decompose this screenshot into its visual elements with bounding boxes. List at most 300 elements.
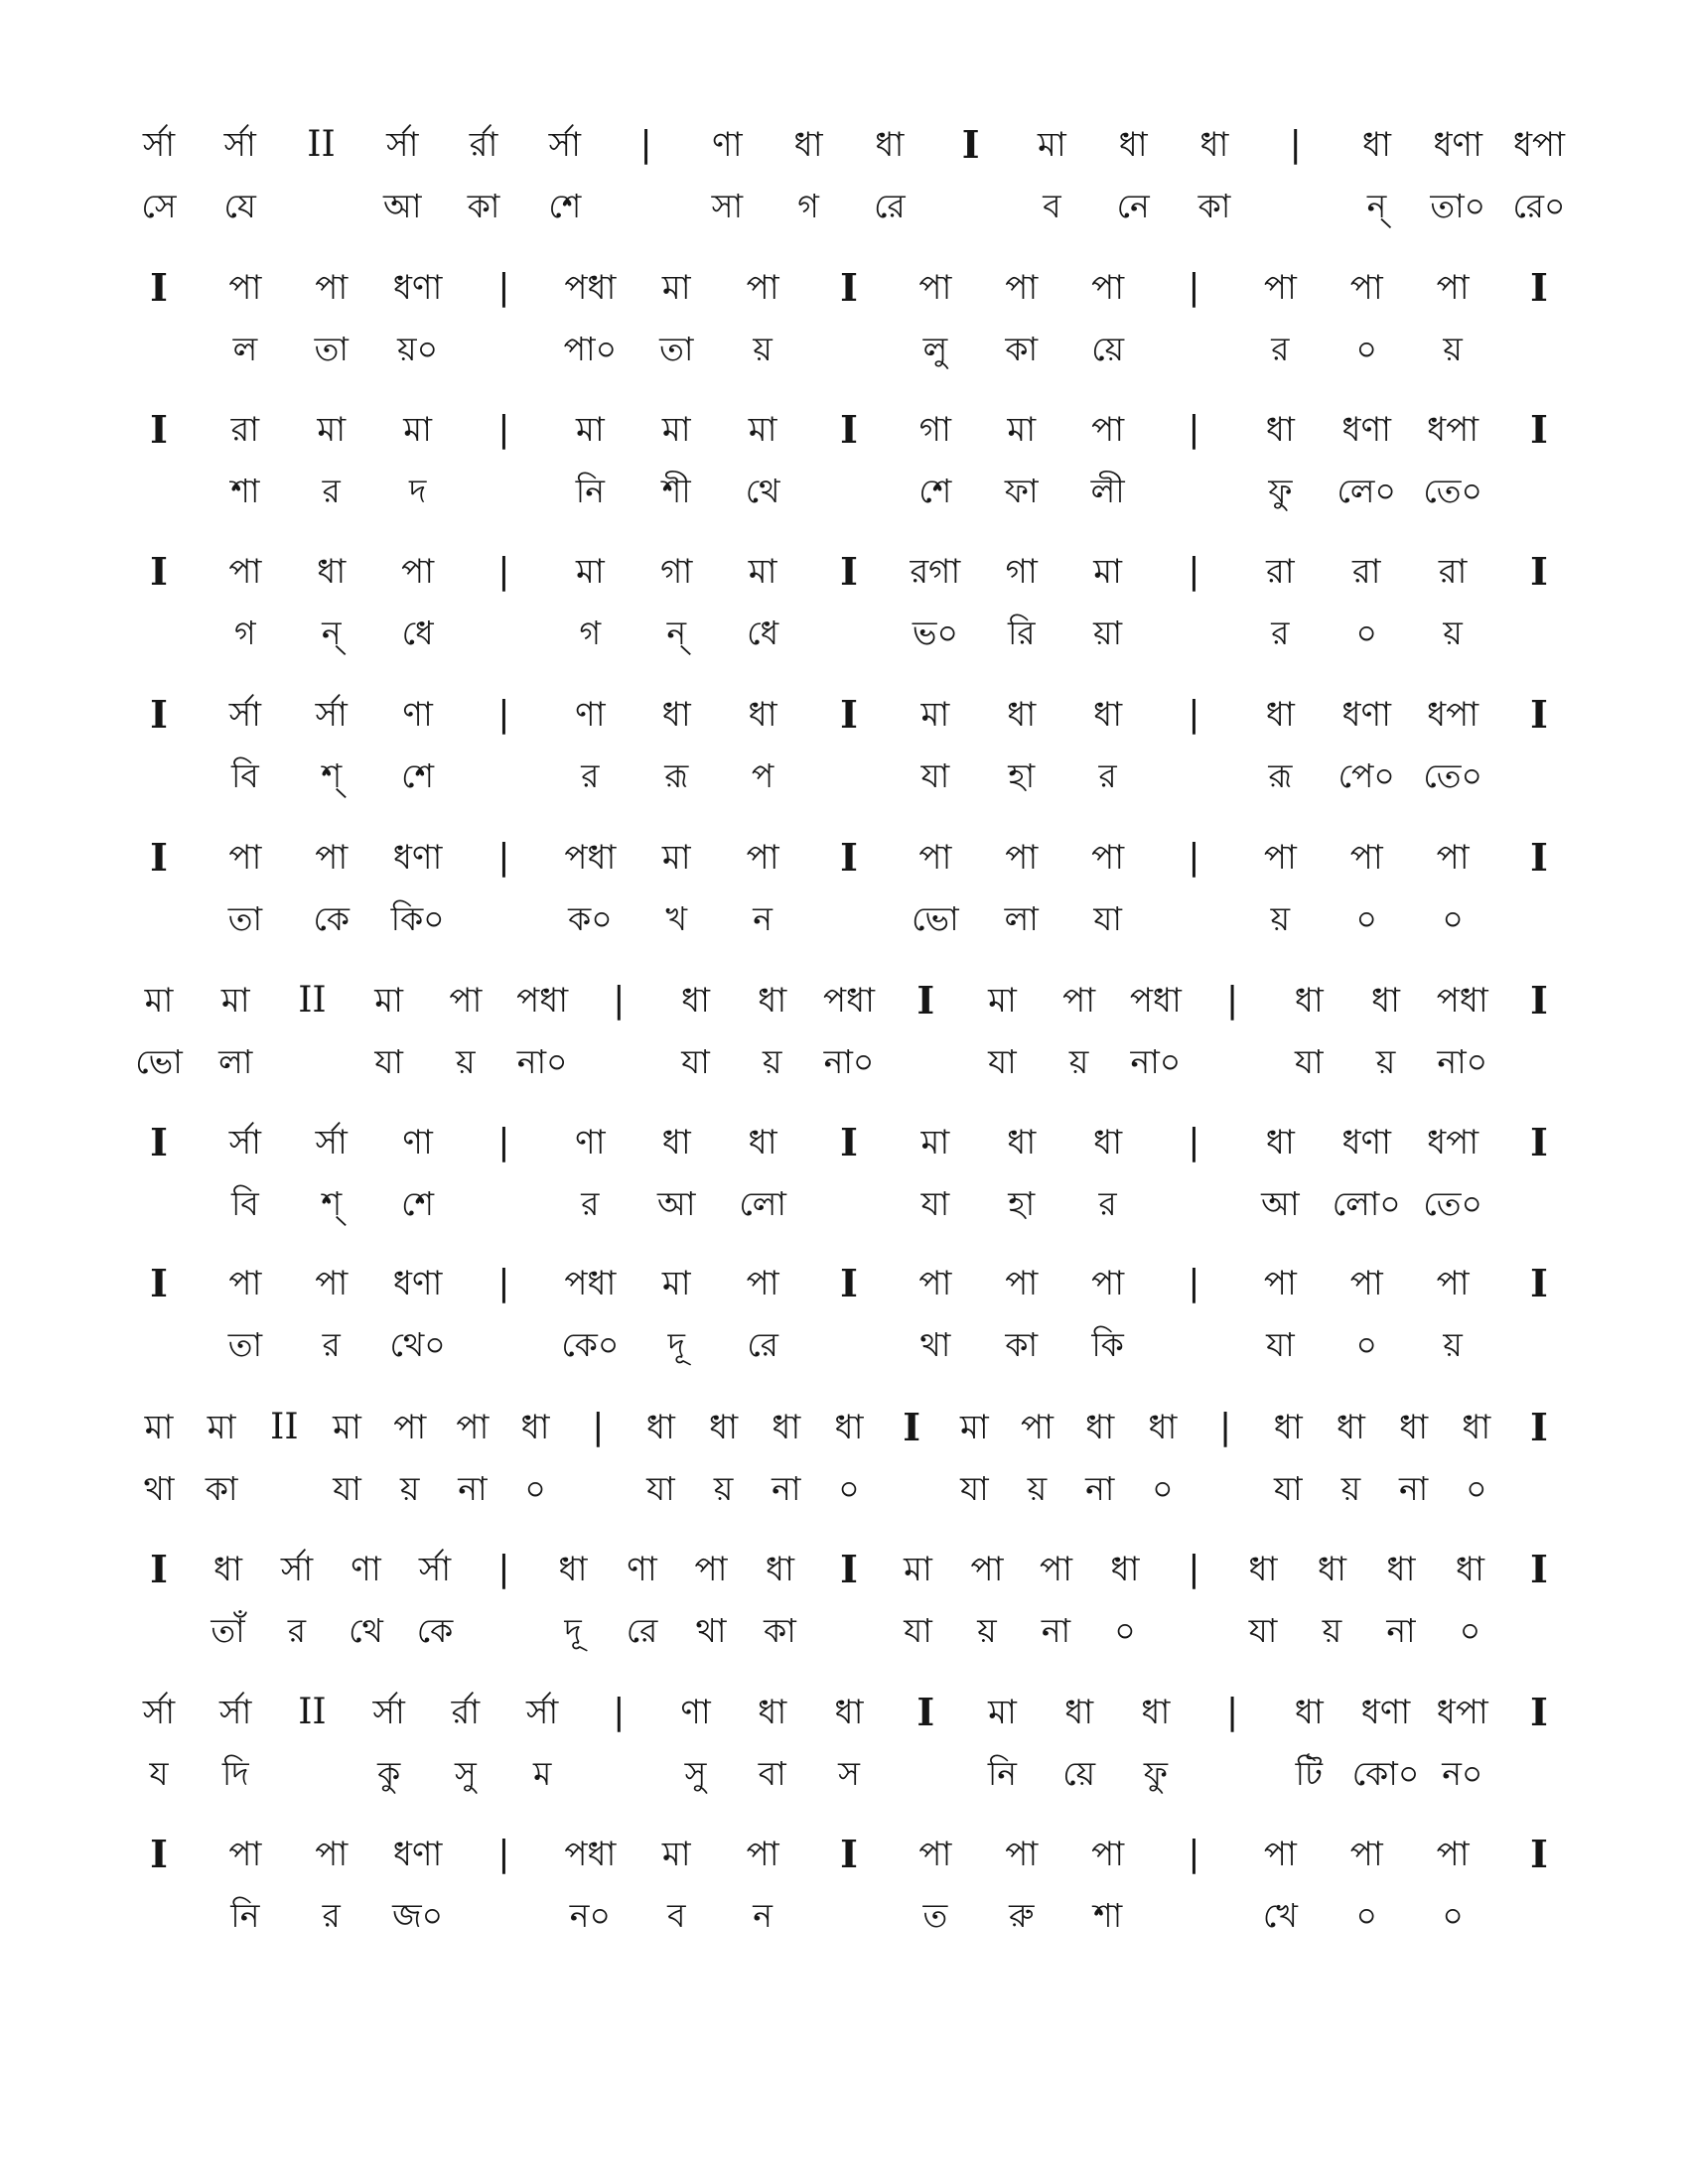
lyric-syllable: লো০ bbox=[1332, 1184, 1401, 1223]
swara-note: পধা bbox=[564, 838, 617, 878]
lyric-syllable: য় bbox=[1443, 1325, 1463, 1364]
swara-note: ধা bbox=[1371, 981, 1401, 1021]
bar-separator: I bbox=[1530, 692, 1548, 737]
bar-separator: I bbox=[150, 549, 168, 594]
lyric-syllable: য়ে bbox=[1062, 1754, 1096, 1793]
swara-note: পা bbox=[1091, 1835, 1125, 1874]
swara-note: পা bbox=[1263, 838, 1297, 878]
bar-separator: | bbox=[497, 409, 510, 450]
lyric-syllable: হা bbox=[1008, 1184, 1036, 1223]
swara-note: পা bbox=[228, 268, 262, 308]
lyric-syllable: ন্ bbox=[666, 614, 687, 652]
lyric-syllable: লা bbox=[1004, 899, 1039, 938]
lyric-syllable: ০ bbox=[1152, 1469, 1174, 1508]
lyric-syllable: র bbox=[287, 1611, 307, 1650]
swara-note: মা bbox=[207, 1408, 236, 1447]
lyric-syllable: তাঁ bbox=[211, 1611, 245, 1650]
lyric-syllable: কা bbox=[467, 187, 500, 225]
lyric-syllable: পা০ bbox=[563, 330, 618, 368]
lyric-syllable: রূ bbox=[1268, 756, 1293, 795]
swara-note: পা bbox=[228, 838, 262, 878]
swara-note: পা bbox=[1005, 838, 1039, 878]
swara-note: ধা bbox=[875, 125, 905, 165]
lyric-syllable: কা bbox=[764, 1611, 796, 1650]
swara-note: ধা bbox=[1248, 1550, 1278, 1589]
lyric-syllable: কি bbox=[1091, 1325, 1124, 1364]
bar-separator: I bbox=[961, 122, 980, 167]
bar-separator: I bbox=[1530, 1405, 1548, 1449]
lyric-syllable: কে০ bbox=[561, 1325, 620, 1364]
lyric-syllable: ন bbox=[753, 899, 773, 938]
lyric-syllable: ত bbox=[922, 1896, 948, 1935]
swara-note: পা bbox=[918, 1264, 952, 1303]
lyric-syllable: কো০ bbox=[1351, 1754, 1420, 1793]
lyric-syllable: যা bbox=[333, 1469, 361, 1508]
swara-note: মা bbox=[403, 410, 432, 450]
lyric-syllable: ল bbox=[232, 330, 258, 368]
lyric-syllable: ০ bbox=[1355, 330, 1377, 368]
lyric-syllable: শে bbox=[401, 1184, 435, 1223]
bar-separator: | bbox=[1188, 694, 1200, 735]
lyric-syllable: নি bbox=[987, 1754, 1018, 1793]
swara-note: ধা bbox=[661, 1123, 691, 1162]
swara-note: পা bbox=[918, 1835, 952, 1874]
swara-note: র্সা bbox=[280, 1550, 314, 1589]
lyric-syllable: ন্ bbox=[1366, 187, 1387, 225]
bar-separator: | bbox=[1188, 1122, 1200, 1162]
swara-note: পা bbox=[1021, 1408, 1055, 1447]
bar-separator: I bbox=[1530, 265, 1548, 310]
swara-note: ধা bbox=[709, 1408, 739, 1447]
swara-note: র্সা bbox=[219, 1693, 252, 1732]
bar-separator: I bbox=[840, 1120, 858, 1164]
swara-note: ণা bbox=[575, 1123, 606, 1162]
swara-note: পা bbox=[918, 838, 952, 878]
lyric-syllable: ০ bbox=[1442, 1896, 1464, 1935]
swara-note: পা bbox=[970, 1550, 1004, 1589]
swara-note: পা bbox=[1349, 838, 1383, 878]
notation-line bbox=[149, 402, 1559, 541]
swara-note: গা bbox=[1005, 552, 1038, 592]
swara-note: ধণা bbox=[392, 838, 443, 878]
lyric-syllable: তা bbox=[314, 330, 349, 368]
swara-note: মা bbox=[959, 1408, 989, 1447]
lyric-syllable: প bbox=[751, 756, 774, 795]
swara-note: ধপা bbox=[1427, 410, 1479, 450]
lyric-syllable: কে bbox=[416, 1611, 454, 1650]
swara-row bbox=[149, 830, 1559, 886]
swara-note: রা bbox=[230, 410, 260, 450]
lyric-syllable: ০ bbox=[838, 1469, 860, 1508]
lyric-syllable: কে bbox=[313, 899, 350, 938]
lyric-syllable: যা bbox=[904, 1611, 932, 1650]
lyric-syllable: কা bbox=[1005, 1325, 1039, 1364]
lyric-syllable: গ bbox=[579, 614, 602, 652]
lyric-syllable: র bbox=[1271, 330, 1290, 368]
notation-line bbox=[149, 830, 1559, 969]
bar-separator: I bbox=[840, 835, 858, 880]
lyric-syllable: রূ bbox=[664, 756, 689, 795]
swara-note: পা bbox=[401, 552, 435, 592]
lyric-syllable: তে০ bbox=[1423, 1184, 1482, 1223]
lyric-syllable: ন০ bbox=[1442, 1754, 1483, 1793]
lyric-syllable: নে bbox=[1116, 187, 1150, 225]
swara-note: ধা bbox=[758, 1693, 787, 1732]
lyric-syllable: ব bbox=[667, 1896, 686, 1935]
bar-separator: I bbox=[1530, 1120, 1548, 1164]
lyric-syllable: যা bbox=[920, 756, 950, 795]
swara-note: মা bbox=[1038, 125, 1066, 165]
lyric-syllable: কা bbox=[1197, 187, 1231, 225]
swara-note: ধপা bbox=[1427, 1123, 1479, 1162]
swara-row bbox=[149, 1115, 1559, 1170]
lyric-syllable: রু bbox=[1009, 1896, 1035, 1935]
bar-separator: | bbox=[1188, 1549, 1200, 1589]
lyric-syllable: য় bbox=[1443, 614, 1463, 652]
bar-separator: I bbox=[150, 1120, 168, 1164]
bar-separator: I bbox=[150, 692, 168, 737]
lyric-syllable: দ bbox=[408, 472, 427, 510]
bar-separator: | bbox=[1219, 1407, 1232, 1447]
swara-note: ধা bbox=[1110, 1550, 1140, 1589]
bar-separator: | bbox=[497, 1122, 510, 1162]
swara-note: ধা bbox=[1273, 1408, 1303, 1447]
lyric-syllable: শী bbox=[661, 472, 691, 510]
bar-separator: II bbox=[298, 1692, 327, 1732]
lyric-syllable: কি০ bbox=[390, 899, 445, 938]
bar-separator: | bbox=[497, 694, 510, 735]
lyric-syllable: খ bbox=[665, 899, 688, 938]
lyric-syllable: ব bbox=[1043, 187, 1061, 225]
swara-note: মা bbox=[988, 981, 1017, 1021]
lyric-syllable: ক০ bbox=[568, 899, 613, 938]
lyric-syllable: লো bbox=[739, 1184, 786, 1223]
notation-line bbox=[149, 1827, 1559, 1966]
swara-note: র্সা bbox=[228, 695, 262, 735]
swara-note: ধা bbox=[1399, 1408, 1429, 1447]
swara-note: পধা bbox=[564, 1835, 617, 1874]
lyric-syllable: যা bbox=[374, 1042, 403, 1081]
lyric-syllable: নি bbox=[230, 1896, 260, 1935]
swara-note: পা bbox=[228, 1835, 262, 1874]
lyric-syllable: লে০ bbox=[1336, 472, 1396, 510]
notation-line bbox=[149, 1115, 1559, 1254]
swara-note: ণা bbox=[402, 695, 433, 735]
lyric-syllable: না bbox=[458, 1469, 488, 1508]
notation-line bbox=[143, 1400, 1559, 1539]
lyric-syllable: জ০ bbox=[392, 1896, 444, 1935]
lyric-syllable: না০ bbox=[1437, 1042, 1488, 1081]
swara-note: ধণা bbox=[392, 268, 443, 308]
swara-note: ধণা bbox=[1433, 125, 1482, 165]
lyric-row bbox=[149, 322, 1559, 377]
lyric-syllable: সা bbox=[711, 187, 744, 225]
bar-separator: | bbox=[613, 980, 626, 1021]
swara-note: পা bbox=[228, 552, 262, 592]
lyric-syllable: তা bbox=[227, 899, 263, 938]
swara-note: ধা bbox=[758, 981, 787, 1021]
lyric-syllable: থে bbox=[745, 472, 780, 510]
lyric-syllable: যা bbox=[681, 1042, 710, 1081]
lyric-syllable: লী bbox=[1090, 472, 1125, 510]
lyric-syllable: ০ bbox=[1114, 1611, 1136, 1650]
lyric-syllable: ০ bbox=[1466, 1469, 1487, 1508]
lyric-syllable: য়া bbox=[1093, 614, 1123, 652]
lyric-syllable: ০ bbox=[1355, 614, 1377, 652]
lyric-syllable: তে০ bbox=[1423, 756, 1482, 795]
swara-note: পা bbox=[746, 1835, 779, 1874]
swara-note: মা bbox=[144, 1408, 174, 1447]
swara-note: ধা bbox=[317, 552, 347, 592]
lyric-syllable: শে bbox=[548, 187, 582, 225]
lyric-syllable: থে bbox=[349, 1611, 383, 1650]
bar-separator: I bbox=[1530, 1690, 1548, 1734]
lyric-syllable: র bbox=[1271, 614, 1290, 652]
swara-note: মা bbox=[920, 695, 950, 735]
swara-note: ধণা bbox=[392, 1264, 443, 1303]
swara-note: ধা bbox=[1007, 1123, 1037, 1162]
bar-separator: | bbox=[497, 267, 510, 308]
bar-separator: | bbox=[1188, 1263, 1200, 1303]
lyric-syllable: বি bbox=[230, 756, 259, 795]
swara-note: পা bbox=[1349, 268, 1383, 308]
bar-separator: | bbox=[592, 1407, 605, 1447]
swara-note: পা bbox=[746, 1264, 779, 1303]
lyric-syllable: না bbox=[1085, 1469, 1115, 1508]
lyric-syllable: হা bbox=[1008, 756, 1036, 795]
lyric-syllable: না bbox=[772, 1469, 801, 1508]
lyric-row bbox=[149, 606, 1559, 661]
swara-note: পা bbox=[1062, 981, 1096, 1021]
swara-note: ধা bbox=[1386, 1550, 1416, 1589]
lyric-syllable: য় bbox=[753, 330, 773, 368]
bar-separator: | bbox=[497, 551, 510, 592]
swara-note: পা bbox=[1091, 268, 1125, 308]
lyric-syllable: য় bbox=[1027, 1469, 1048, 1508]
swara-note: পা bbox=[1005, 1264, 1039, 1303]
lyric-syllable: ০ bbox=[1459, 1611, 1481, 1650]
lyric-syllable: য় bbox=[1068, 1042, 1089, 1081]
swara-note: পধা bbox=[823, 981, 875, 1021]
swara-note: ধা bbox=[1318, 1550, 1346, 1589]
lyric-syllable: না০ bbox=[516, 1042, 568, 1081]
swara-note: পধা bbox=[516, 981, 569, 1021]
swara-note: ণা bbox=[402, 1123, 433, 1162]
lyric-syllable: র bbox=[581, 756, 600, 795]
lyric-syllable: ধে bbox=[401, 614, 434, 652]
lyric-syllable: নি bbox=[575, 472, 605, 510]
bar-separator: | bbox=[639, 124, 652, 165]
swara-note: মা bbox=[904, 1550, 932, 1589]
lyric-syllable: য় bbox=[763, 1042, 782, 1081]
swara-note: পা bbox=[1091, 410, 1125, 450]
lyric-syllable: আ bbox=[383, 187, 422, 225]
swara-note: ধণা bbox=[392, 1835, 443, 1874]
swara-note: পধা bbox=[1436, 981, 1488, 1021]
lyric-syllable: য় bbox=[1375, 1042, 1396, 1081]
lyric-syllable: গ bbox=[234, 614, 256, 652]
lyric-syllable: র bbox=[322, 472, 341, 510]
bar-separator: II bbox=[307, 124, 336, 165]
lyric-syllable: ০ bbox=[1355, 899, 1377, 938]
bar-separator: I bbox=[150, 1547, 168, 1591]
lyric-syllable: খে bbox=[1262, 1896, 1298, 1935]
bar-separator: | bbox=[1226, 1692, 1239, 1732]
notation-line bbox=[149, 687, 1559, 826]
lyric-syllable: কা bbox=[1005, 330, 1039, 368]
swara-row bbox=[149, 1827, 1559, 1882]
bar-separator: | bbox=[1188, 267, 1200, 308]
swara-note: ধা bbox=[681, 981, 711, 1021]
swara-note: ধা bbox=[834, 1408, 864, 1447]
lyric-row bbox=[149, 1603, 1559, 1659]
lyric-syllable: স bbox=[838, 1754, 860, 1793]
swara-note: ণা bbox=[627, 1550, 657, 1589]
swara-note: র্সা bbox=[142, 1693, 176, 1732]
notation-line bbox=[149, 1256, 1559, 1395]
swara-note: ধণা bbox=[1341, 410, 1391, 450]
swara-note: র্সা bbox=[548, 125, 581, 165]
swara-note: পা bbox=[746, 268, 779, 308]
swara-note: ধপা bbox=[1427, 695, 1479, 735]
lyric-syllable: ০ bbox=[1355, 1896, 1377, 1935]
swara-note: পা bbox=[1436, 838, 1470, 878]
swara-note: র্সা bbox=[372, 1693, 405, 1732]
bar-separator: | bbox=[497, 1549, 510, 1589]
swara-note: র্সা bbox=[228, 1123, 262, 1162]
swara-note: গা bbox=[660, 552, 693, 592]
swara-note: ধা bbox=[1294, 1693, 1324, 1732]
lyric-syllable: য় bbox=[456, 1042, 476, 1081]
lyric-syllable: ভো bbox=[912, 899, 959, 938]
swara-note: ধা bbox=[558, 1550, 588, 1589]
bar-separator: I bbox=[840, 1832, 858, 1876]
swara-note: র্সা bbox=[142, 125, 176, 165]
swara-note: পা bbox=[694, 1550, 728, 1589]
lyric-row bbox=[149, 1888, 1559, 1944]
bar-separator: I bbox=[1530, 835, 1548, 880]
bar-separator: | bbox=[1188, 551, 1200, 592]
swara-row bbox=[149, 260, 1559, 316]
lyric-syllable: লু bbox=[922, 330, 948, 368]
swara-note: পা bbox=[228, 1264, 262, 1303]
lyric-row bbox=[149, 891, 1559, 947]
lyric-syllable: দূ bbox=[564, 1611, 582, 1650]
lyric-syllable: র bbox=[322, 1896, 341, 1935]
lyric-row bbox=[141, 179, 1566, 234]
lyric-syllable: সু bbox=[454, 1754, 477, 1793]
swara-note: ধা bbox=[1148, 1408, 1178, 1447]
swara-note: ধা bbox=[1265, 1123, 1295, 1162]
swara-note: রগা bbox=[910, 552, 961, 592]
swara-note: মা bbox=[220, 981, 250, 1021]
lyric-syllable: যা bbox=[988, 1042, 1017, 1081]
swara-note: র্সা bbox=[386, 125, 419, 165]
swara-row bbox=[142, 117, 1565, 173]
lyric-syllable: য় bbox=[1443, 330, 1463, 368]
swara-note: মা bbox=[661, 268, 691, 308]
swara-note: পা bbox=[1263, 1264, 1297, 1303]
lyric-syllable: ০ bbox=[1355, 1325, 1377, 1364]
lyric-syllable: ন০ bbox=[569, 1896, 611, 1935]
swara-row bbox=[144, 973, 1559, 1028]
swara-note: ধা bbox=[834, 1693, 864, 1732]
lyric-syllable: যা bbox=[1248, 1611, 1278, 1650]
swara-note: পধা bbox=[564, 1264, 617, 1303]
bar-separator: I bbox=[840, 692, 858, 737]
swara-note: পা bbox=[315, 268, 349, 308]
lyric-syllable: থে০ bbox=[389, 1325, 446, 1364]
swara-note: ধা bbox=[520, 1408, 550, 1447]
swara-note: রা bbox=[1351, 552, 1381, 592]
lyric-syllable: না০ bbox=[1130, 1042, 1182, 1081]
lyric-syllable: যা bbox=[1093, 899, 1122, 938]
swara-note: পধা bbox=[1129, 981, 1182, 1021]
lyric-syllable: য় bbox=[1270, 899, 1291, 938]
swara-note: ধা bbox=[645, 1408, 675, 1447]
bar-separator: | bbox=[1289, 124, 1302, 165]
lyric-syllable: য় bbox=[399, 1469, 420, 1508]
lyric-syllable: তে০ bbox=[1423, 472, 1482, 510]
swara-note: র্সা bbox=[418, 1550, 452, 1589]
lyric-syllable: ম bbox=[532, 1754, 552, 1793]
bar-separator: I bbox=[150, 265, 168, 310]
lyric-syllable: র bbox=[322, 1325, 341, 1364]
lyric-syllable: থা bbox=[695, 1611, 727, 1650]
swara-note: মা bbox=[576, 552, 605, 592]
bar-separator: I bbox=[1530, 407, 1548, 452]
bar-separator: II bbox=[298, 980, 327, 1021]
swara-note: ধা bbox=[748, 1123, 777, 1162]
lyric-syllable: যা bbox=[1266, 1325, 1295, 1364]
swara-note: মা bbox=[748, 552, 777, 592]
swara-note: ধা bbox=[1085, 1408, 1115, 1447]
swara-note: ধা bbox=[1456, 1550, 1484, 1589]
lyric-syllable: য় bbox=[977, 1611, 997, 1650]
lyric-syllable: থা bbox=[143, 1469, 175, 1508]
swara-note: র্রা bbox=[451, 1693, 481, 1732]
swara-note: ধণা bbox=[1360, 1693, 1411, 1732]
swara-note: র্সা bbox=[315, 695, 348, 735]
lyric-syllable: না bbox=[1398, 1469, 1429, 1508]
lyric-syllable: ভো bbox=[135, 1042, 183, 1081]
swara-note: গা bbox=[918, 410, 951, 450]
lyric-syllable: শ্ bbox=[321, 1184, 343, 1223]
swara-note: র্সা bbox=[223, 125, 256, 165]
notation-line bbox=[149, 260, 1559, 399]
lyric-syllable: রে bbox=[626, 1611, 658, 1650]
swara-note: পা bbox=[315, 1264, 349, 1303]
lyric-syllable: ভ০ bbox=[912, 614, 958, 652]
bar-separator: I bbox=[150, 835, 168, 880]
swara-note: ণা bbox=[680, 1693, 711, 1732]
swara-note: ণা bbox=[575, 695, 606, 735]
lyric-row bbox=[149, 1317, 1559, 1373]
swara-note: পা bbox=[1349, 1264, 1383, 1303]
bar-separator: I bbox=[840, 407, 858, 452]
swara-row bbox=[149, 544, 1559, 600]
notation-line bbox=[141, 117, 1566, 256]
notation-line bbox=[142, 1685, 1559, 1824]
swara-note: মা bbox=[374, 981, 404, 1021]
bar-separator: I bbox=[916, 1690, 935, 1734]
lyric-syllable: রে bbox=[874, 187, 906, 225]
swara-note: পা bbox=[746, 838, 779, 878]
swara-note: পা bbox=[456, 1408, 490, 1447]
swara-note: মা bbox=[661, 1835, 691, 1874]
swara-note: ধা bbox=[1199, 125, 1229, 165]
lyric-row bbox=[149, 1746, 1559, 1802]
